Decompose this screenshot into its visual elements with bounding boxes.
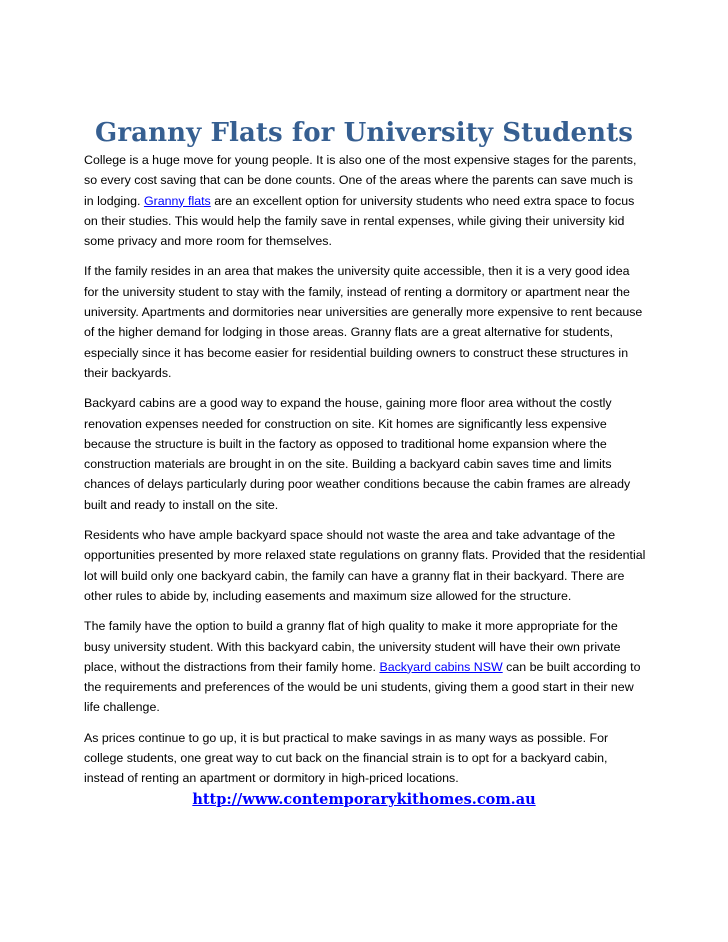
paragraph-1-text-before: College is a huge move for young people. It is also one of the most expensive stages for the parents, so every cost saving that can be done counts. One of the areas where the parents can save much is in lodging. <box>84 153 637 208</box>
article-body <box>84 150 646 799</box>
paragraph-2: If the family resides in an area that makes the university quite accessible, then it is a very good idea for the university student to stay with the family, instead of renting a dormitory or apartment near the university. Apartments and dormitories near universities are generally more expensive to rent because of the higher demand for lodging in those areas. Granny flats are a great alternative for students, especially since it has become easier for residential building owners to construct these structures in their backyards. <box>84 264 643 380</box>
page-title: Granny Flats for University Students <box>95 118 633 148</box>
paragraph-5 <box>84 616 646 717</box>
paragraph-5-text-after: can be built according to the requirements and preferences of the would be uni students, giving them a good start in their new life challenge. <box>84 659 641 715</box>
paragraph-5-text-before: The family have the option to build a granny flat of high quality to make it more appropriate for the busy university student. With this backyard cabin, the university student will have their own private place, without the distractions from their family home. <box>84 619 621 674</box>
paragraph-1 <box>84 150 646 251</box>
paragraph-4: Residents who have ample backyard space should not waste the area and take advantage of the opportunities presented by more relaxed state regulations on granny flats. Provided that the residential lot will build only one backyard cabin, the family can have a granny flat in their backyard. There are other rules to abide by, including easements and maximum size allowed for the structure. <box>84 528 646 603</box>
paragraph-3: Backyard cabins are a good way to expand the house, gaining more floor area without the costly renovation expenses needed for construction on site. Kit homes are significantly less expensive because the structure is built in the factory as opposed to traditional home expansion where the construction materials are brought in on the site. Building a backyard cabin saves time and limits chances of delays particularly during poor weather conditions because the cabin frames are already built and ready to install on the site. <box>84 396 631 512</box>
website-link[interactable]: http://www.contemporarykithomes.com.au <box>192 791 536 808</box>
paragraph-6: As prices continue to go up, it is but practical to make savings in as many ways as possible. For college students, one great way to cut back on the financial strain is to opt for a backyard cabin, instead of renting an apartment or dormitory in high-priced locations. <box>84 730 609 786</box>
backyard-cabins-nsw-link[interactable]: Backyard cabins NSW <box>379 659 503 674</box>
granny-flats-link[interactable]: Granny flats <box>143 193 211 208</box>
paragraph-1-text-after: are an excellent option for university students who need extra space to focus on their studies. This would help the family save in rental expenses, while giving their university kid some privacy and more room for themselves. <box>84 193 635 249</box>
